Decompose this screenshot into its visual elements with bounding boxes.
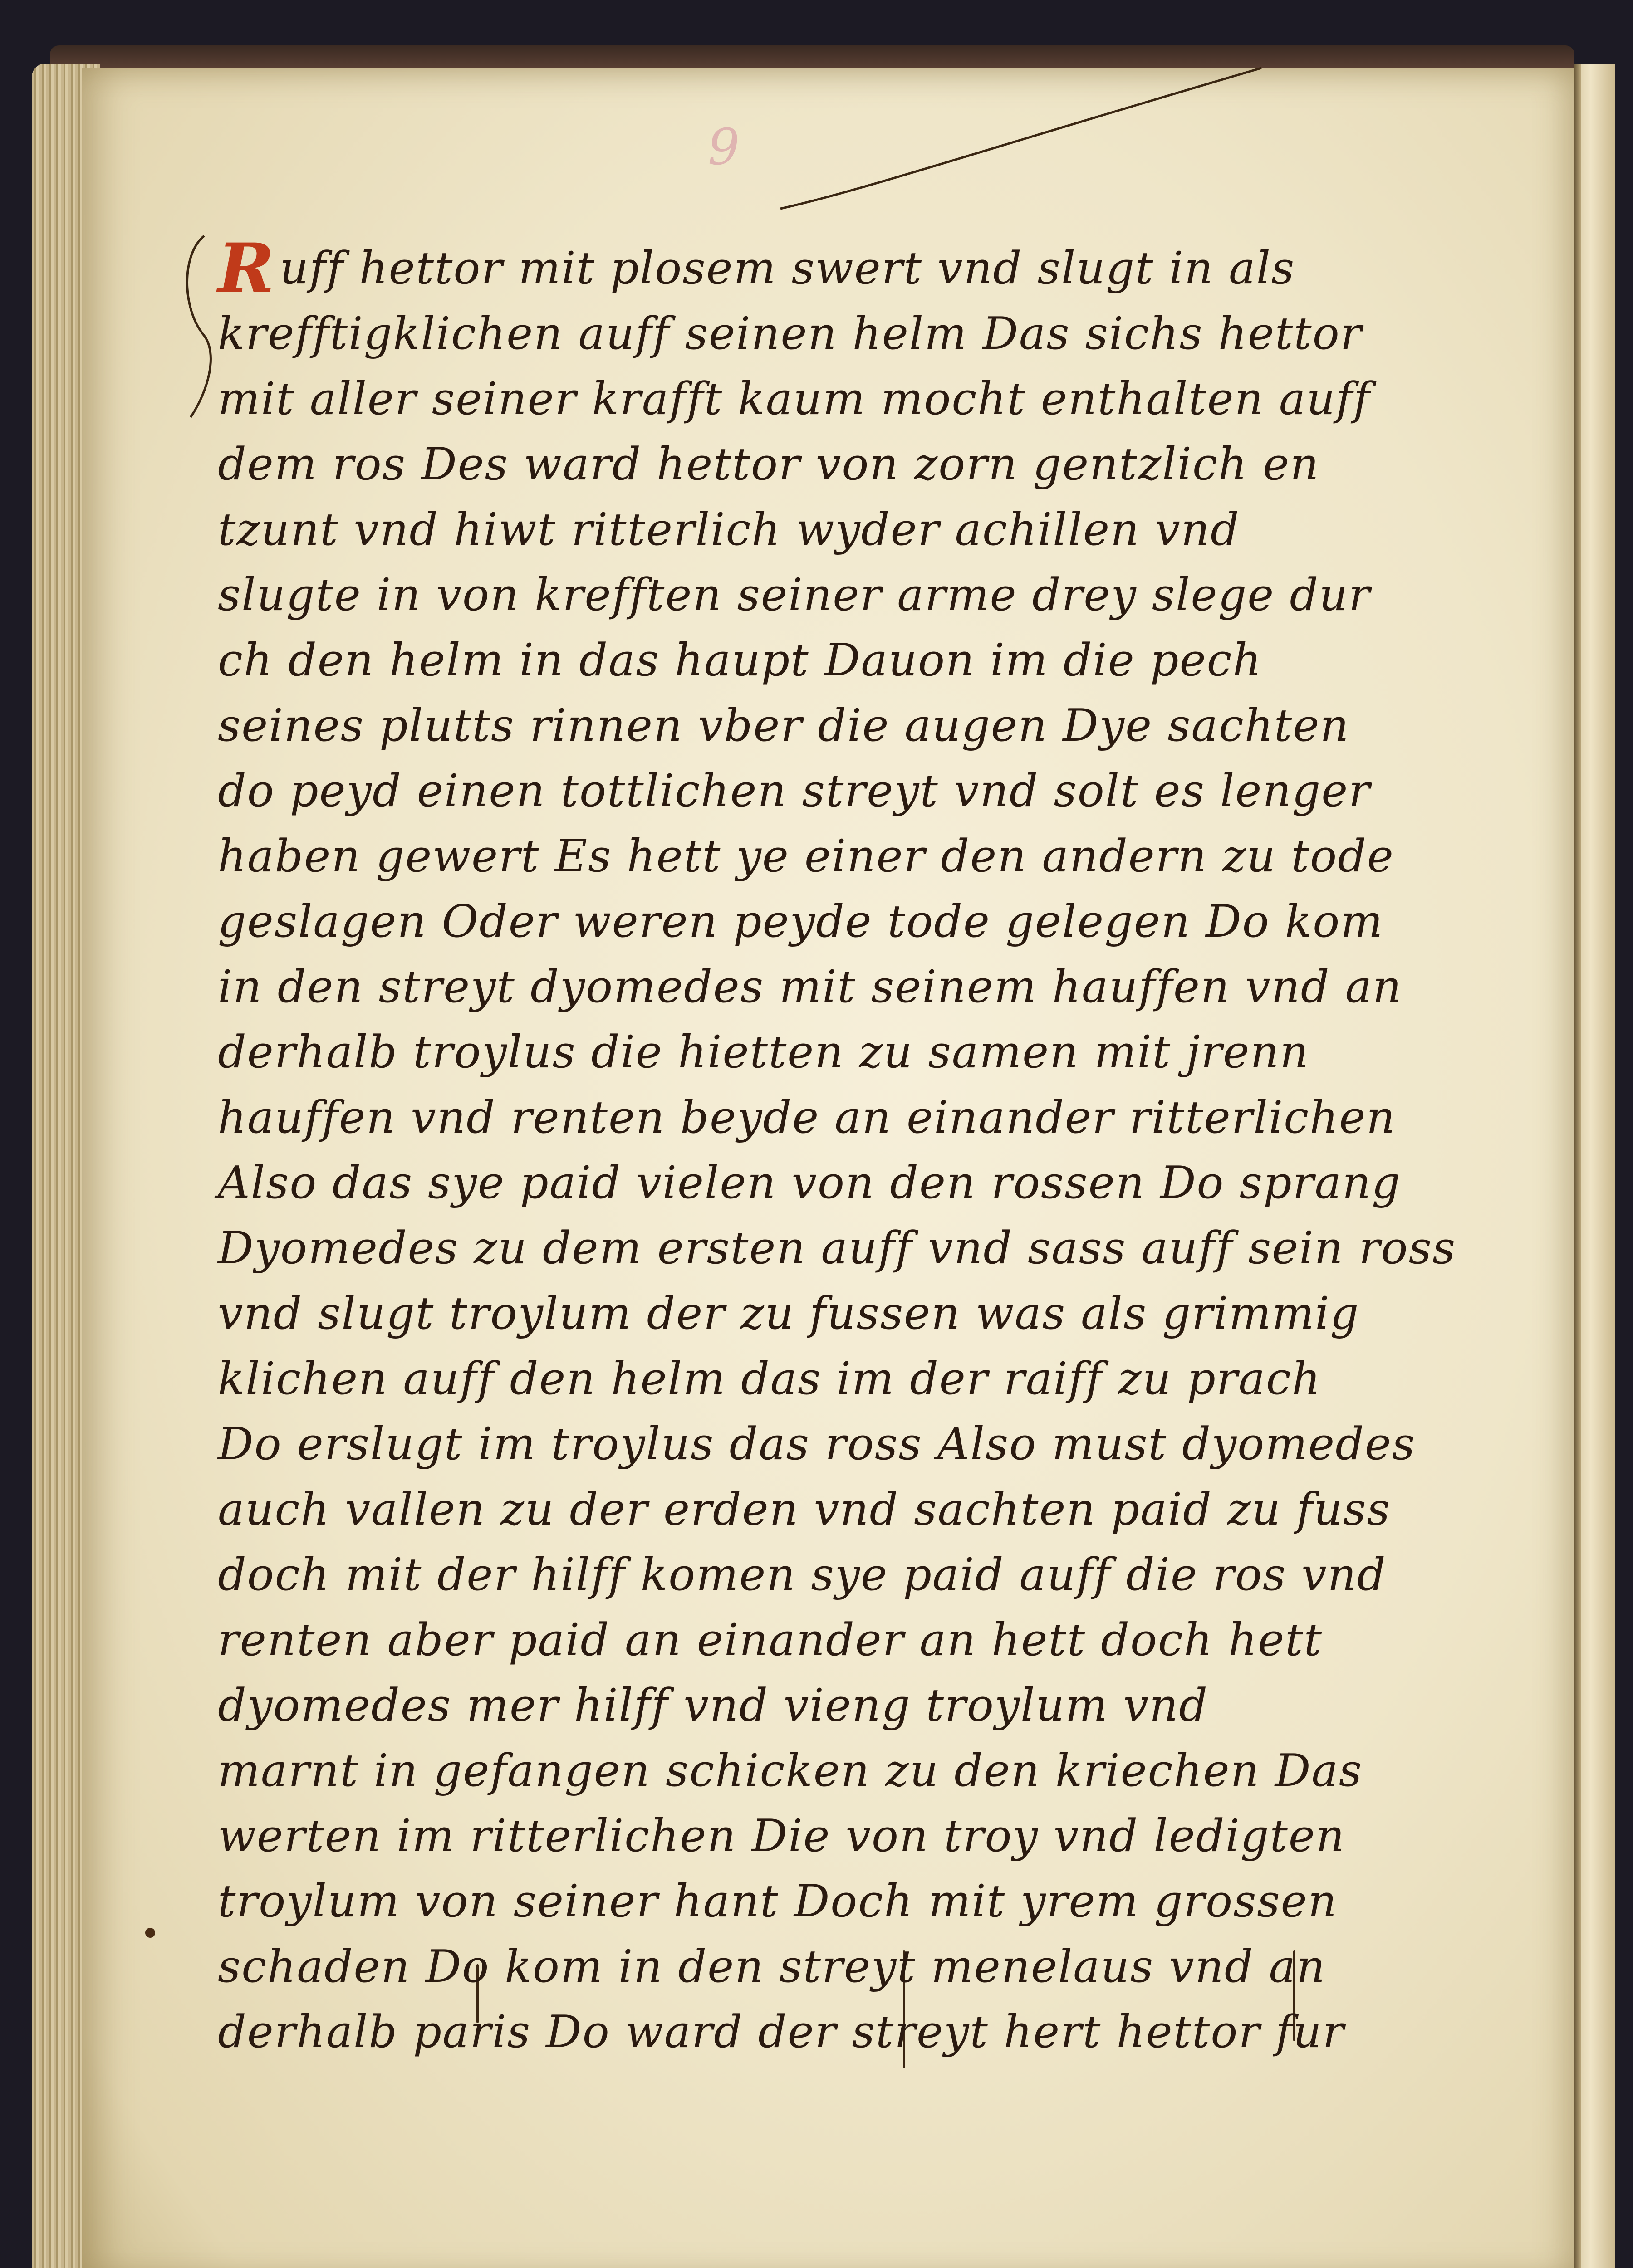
text-line: hauffen vnd renten beyde an einander ritterlichen <box>218 1092 1396 1144</box>
text-line: derhalb paris Do ward der streyt hert hettor fur <box>218 2006 1345 2058</box>
ink-dot <box>145 1928 155 1938</box>
text-line: renten aber paid an einander an hett doch hett <box>218 1614 1323 1666</box>
text-line: ch den helm in das haupt Dauon im die pech <box>218 635 1262 686</box>
text-line: klichen auff den helm das im der raiff zu prach <box>218 1353 1322 1405</box>
manuscript-text-block <box>218 229 1456 2065</box>
text-line: werten im ritterlichen Die von troy vnd ledigten <box>218 1810 1345 1862</box>
text-line: troylum von seiner hant Doch mit yrem grossen <box>218 1876 1338 1927</box>
line-text: uff hettor mit plosem swert vnd slugt in als <box>280 243 1295 294</box>
text-line: schaden Do kom in den streyt menelaus vnd an <box>218 1941 1326 1993</box>
text-line: dem ros Des ward hettor von zorn gentzlich en <box>218 439 1320 490</box>
text-line: mit aller seiner krafft kaum mocht enthalten auff <box>218 373 1371 425</box>
rubricated-initial: R <box>218 229 275 308</box>
text-line: seines plutts rinnen vber die augen Dye sachten <box>218 700 1350 752</box>
text-line: Dyomedes zu dem ersten auff vnd sass auff sein ross <box>218 1222 1456 1274</box>
text-line: do peyd einen tottlichen streyt vnd solt es lenger <box>218 765 1371 817</box>
text-line: geslagen Oder weren peyde tode gelegen Do kom <box>218 896 1384 948</box>
text-line: Also das sye paid vielen von den rossen Do sprang <box>218 1157 1401 1209</box>
text-line: doch mit der hilff komen sye paid auff die ros vnd <box>218 1549 1387 1601</box>
text-line: derhalb troylus die hietten zu samen mit jrenn <box>218 1026 1309 1078</box>
text-line: krefftigklichen auff seinen helm Das sichs hettor <box>218 308 1363 360</box>
text-line: tzunt vnd hiwt ritterlich wyder achillen vnd <box>218 504 1240 556</box>
text-line-1 <box>218 229 1416 308</box>
text-line: marnt in gefangen schicken zu den kriechen Das <box>218 1745 1363 1797</box>
text-line: haben gewert Es hett ye einer den andern zu tode <box>218 831 1394 882</box>
facing-page-edge <box>1574 64 1615 2268</box>
text-line: slugte in von krefften seiner arme drey slege dur <box>218 569 1371 621</box>
text-line: in den streyt dyomedes mit seinem hauffen vnd an <box>218 961 1403 1013</box>
text-line: Do erslugt im troylus das ross Also must dyomedes <box>218 1418 1416 1470</box>
text-line: auch vallen zu der erden vnd sachten paid zu fuss <box>218 1484 1391 1535</box>
text-line: dyomedes mer hilff vnd vieng troylum vnd <box>218 1680 1209 1731</box>
pencil-folio-mark: 9 <box>708 118 740 176</box>
text-line: vnd slugt troylum der zu fussen was als grimmig <box>218 1288 1360 1339</box>
